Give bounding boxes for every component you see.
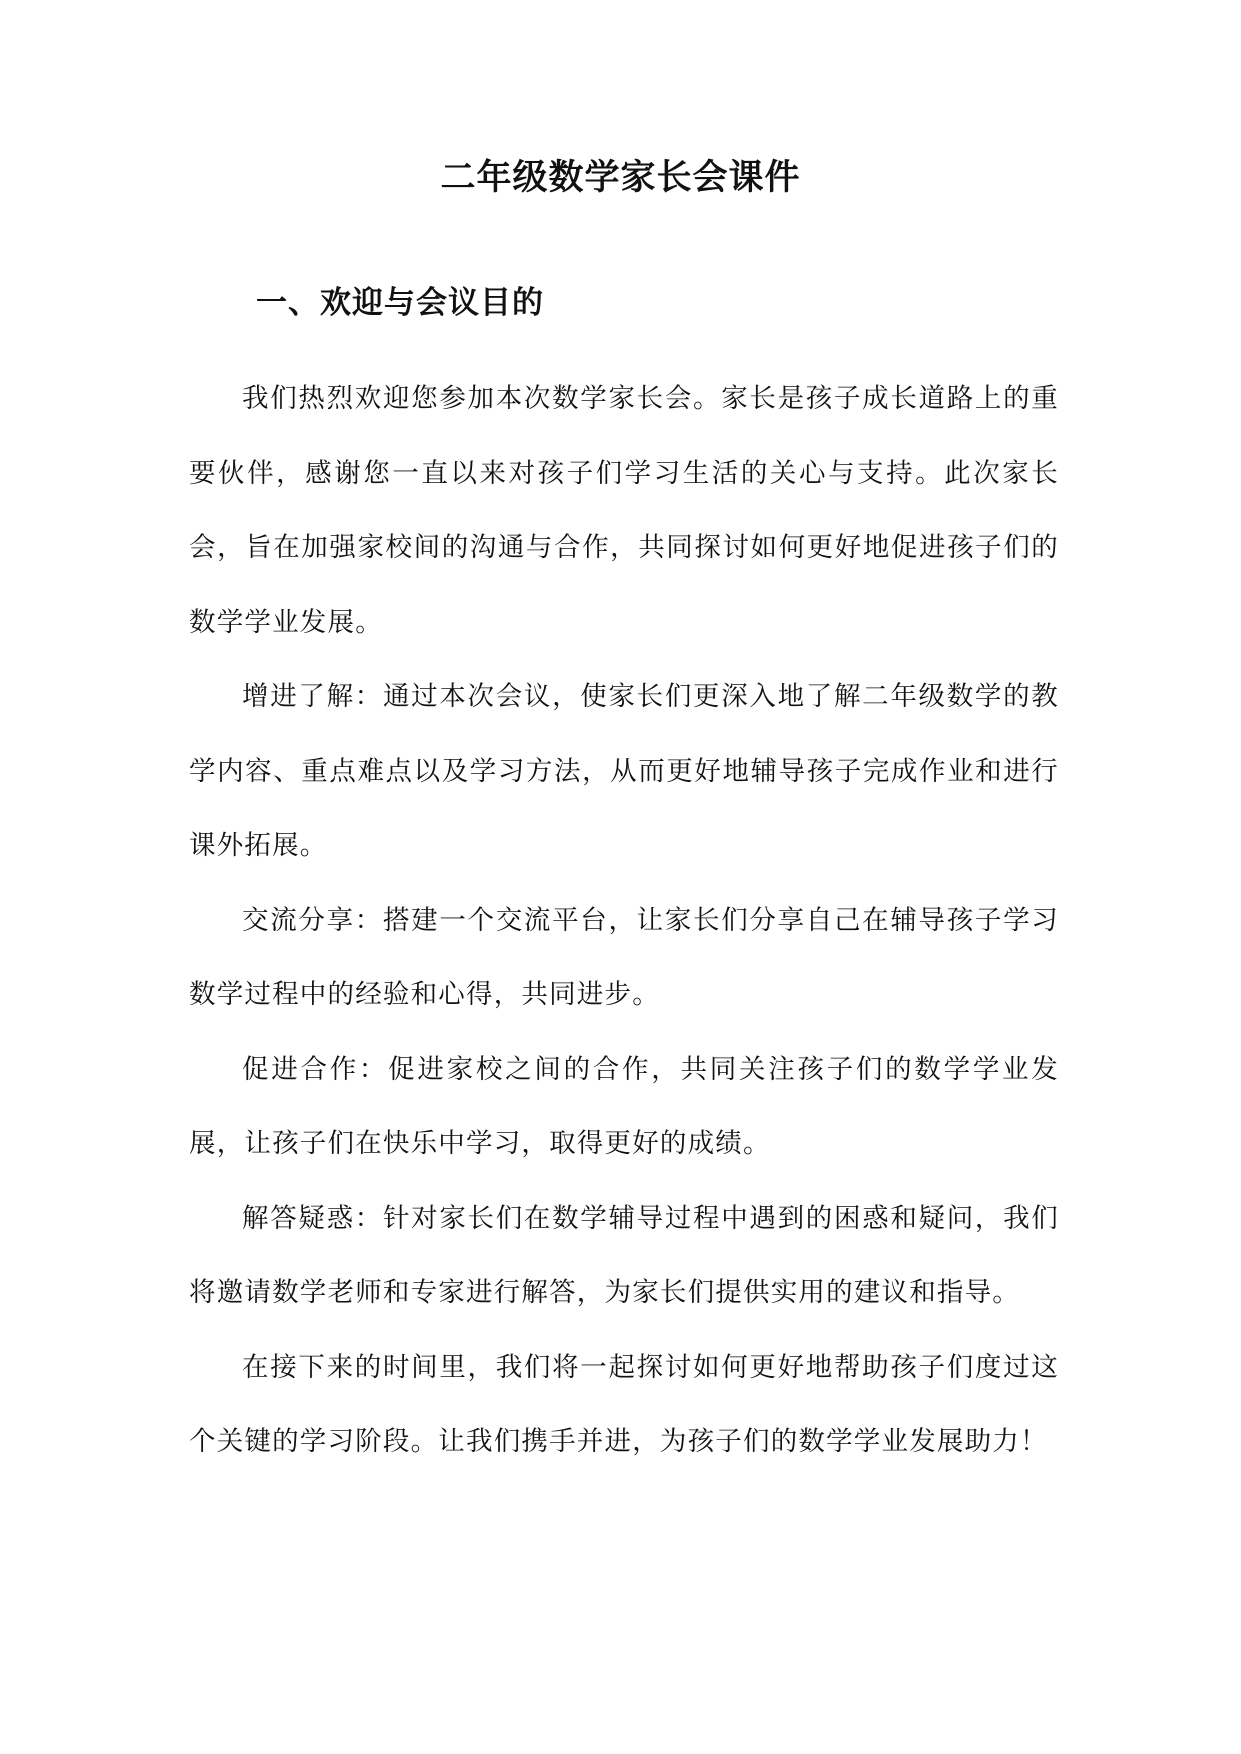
paragraph-questions: 解答疑惑：针对家长们在数学辅导过程中遇到的困惑和疑问，我们将邀请数学老师和专家进行解答，为家长们提供实用的建议和指导。 bbox=[189, 1202, 1059, 1308]
body-text bbox=[189, 362, 1059, 1480]
paragraph-sharing: 交流分享：搭建一个交流平台，让家长们分享自己在辅导孩子学习数学过程中的经验和心得，共同进步。 bbox=[189, 904, 1059, 1010]
paragraph-cooperation: 促进合作：促进家校之间的合作，共同关注孩子们的数学学业发展，让孩子们在快乐中学习，取得更好的成绩。 bbox=[189, 1053, 1059, 1159]
paragraph-understanding: 增进了解：通过本次会议，使家长们更深入地了解二年级数学的教学内容、重点难点以及学习方法，从而更好地辅导孩子完成作业和进行课外拓展。 bbox=[189, 681, 1059, 861]
paragraph-closing: 在接下来的时间里，我们将一起探讨如何更好地帮助孩子们度过这个关键的学习阶段。让我们携手并进，为孩子们的数学学业发展助力！ bbox=[189, 1351, 1059, 1457]
document-title: 二年级数学家长会课件 bbox=[440, 157, 801, 198]
section-heading: 一、欢迎与会议目的 bbox=[256, 285, 544, 321]
paragraph-welcome: 我们热烈欢迎您参加本次数学家长会。家长是孩子成长道路上的重要伙伴，感谢您一直以来对孩子们学习生活的关心与支持。此次家长会，旨在加强家校间的沟通与合作，共同探讨如何更好地促进孩子们的数学学业发展。 bbox=[189, 383, 1059, 638]
